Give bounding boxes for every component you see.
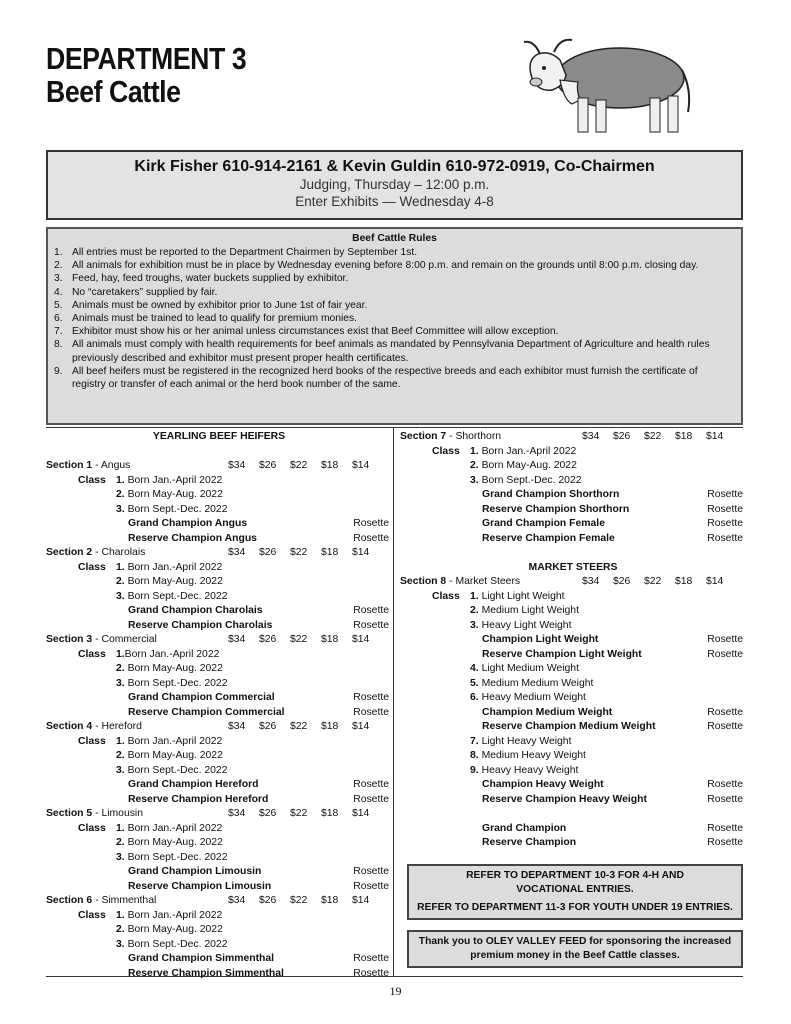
class-row: 3. Born Sept.-Dec. 2022 <box>116 677 228 689</box>
class-row: 2. Medium Light Weight <box>470 605 579 616</box>
class-label: Class <box>432 445 460 457</box>
class-label: Class <box>78 735 106 747</box>
rule-number: 1. <box>54 247 63 258</box>
class-text: Light Light Weight <box>481 590 565 602</box>
section-name: Angus <box>100 460 131 471</box>
award-name: Grand Champion Hereford <box>128 779 259 790</box>
rule-text: Exhibitor must show his or her animal unless circumstances exist that Beef Committee will allow exception. <box>72 326 559 338</box>
class-row: 2. Born May-Aug. 2022 <box>116 663 223 674</box>
award-prize: Rosette <box>353 532 389 544</box>
award-name: Champion Heavy Weight <box>482 779 604 790</box>
rule-number: 3. <box>54 273 63 285</box>
class-row: Class 1.Born Jan.-April 2022 <box>46 648 392 663</box>
class-label: Class <box>78 909 106 921</box>
award-prize: Rosette <box>707 793 743 805</box>
section-name: Charolais <box>101 547 146 558</box>
award-name: Reserve Champion Commercial <box>128 706 285 718</box>
section-row: Section 6 - Simmenthal $34 $26 $22 $18 $14 <box>46 894 392 909</box>
section-label: Section 6 <box>46 895 93 906</box>
class-row: 3. Born Sept.-Dec. 2022 <box>470 474 582 486</box>
class-label: Class <box>432 590 460 602</box>
class-text: Born Jan.-April 2022 <box>127 735 223 747</box>
rule-number: 4. <box>54 286 63 298</box>
award-name: Reserve Champion Charolais <box>128 619 273 631</box>
class-row: 4. Light Medium Weight <box>470 663 579 674</box>
rule-number: 2. <box>54 260 63 272</box>
award-row <box>400 706 746 721</box>
class-text: Born Sept.-Dec. 2022 <box>481 474 582 486</box>
class-row: Class 1. Born Jan.-April 2022 <box>46 735 392 750</box>
section-label: Section 8 <box>400 576 447 587</box>
column-divider <box>393 428 394 976</box>
award-row <box>46 604 392 619</box>
rule-text: No “caretakers” supplied by fair. <box>72 286 218 298</box>
award-prize: Rosette <box>707 518 743 529</box>
section-label: Section 5 <box>46 808 93 819</box>
section-name: Commercial <box>101 634 157 645</box>
section-label: Section 4 <box>46 721 93 732</box>
class-label: Class <box>78 648 106 660</box>
award-row <box>46 952 392 967</box>
award-prize: Rosette <box>353 605 389 616</box>
award-name: Reserve Champion Simmenthal <box>128 967 284 979</box>
award-name: Reserve Champion Heavy Weight <box>482 793 647 805</box>
award-name: Reserve Champion Medium Weight <box>482 721 656 732</box>
premium-prices: $34 $26 $22 $18 $14 <box>228 547 370 558</box>
section-row: Section 4 - Hereford $34 $26 $22 $18 $14 <box>46 720 392 735</box>
rule-number: 6. <box>54 313 63 325</box>
sponsor-line-1: Thank you to OLEY VALLEY FEED for sponsoring the increased <box>418 936 732 947</box>
class-row: 2. Born May-Aug. 2022 <box>470 460 577 471</box>
class-text: Heavy Light Weight <box>481 619 572 631</box>
rule-number: 9. <box>54 365 63 377</box>
award-prize: Rosette <box>707 706 743 718</box>
class-row: 2. Born May-Aug. 2022 <box>116 576 223 587</box>
award-prize: Rosette <box>353 692 389 703</box>
award-prize: Rosette <box>353 967 389 979</box>
rule-text: Feed, hay, feed troughs, water buckets supplied by exhibitor. <box>72 273 349 285</box>
premium-prices: $34 $26 $22 $18 $14 <box>582 431 724 442</box>
class-row: 7. Light Heavy Weight <box>470 735 572 747</box>
page-number: 19 <box>389 984 402 998</box>
section-name: Shorthorn <box>455 431 502 442</box>
award-prize: Rosette <box>353 866 389 877</box>
class-row: 3. Born Sept.-Dec. 2022 <box>116 851 228 863</box>
award-prize: Rosette <box>353 706 389 718</box>
award-prize: Rosette <box>707 503 743 515</box>
section-row: Section 1 - Angus $34 $26 $22 $18 $14 <box>46 459 392 474</box>
award-prize: Rosette <box>353 953 389 964</box>
award-row <box>46 691 392 706</box>
award-prize: Rosette <box>353 518 389 529</box>
award-prize: Rosette <box>707 634 743 645</box>
award-row <box>400 720 746 735</box>
rule-number: 8. <box>54 339 63 351</box>
refer-box <box>407 864 743 920</box>
steers-heading: MARKET STEERS <box>528 561 618 573</box>
judging-time: Judging, Thursday – 12:00 p.m. <box>299 177 490 192</box>
class-row: 2. Born May-Aug. 2022 <box>116 924 223 935</box>
class-row: 2. Born May-Aug. 2022 <box>116 750 223 761</box>
premium-prices: $34 $26 $22 $18 $14 <box>228 808 370 819</box>
class-text: Born May-Aug. 2022 <box>127 489 223 500</box>
award-name: Grand Champion Limousin <box>128 866 262 877</box>
section-row: Section 5 - Limousin $34 $26 $22 $18 $14 <box>46 807 392 822</box>
class-row: 9. Heavy Heavy Weight <box>470 764 579 776</box>
award-name: Grand Champion Simmenthal <box>128 953 275 964</box>
class-text: Light Heavy Weight <box>481 735 572 747</box>
class-label: Class <box>78 561 106 573</box>
class-text: Medium Light Weight <box>481 605 579 616</box>
award-row <box>400 532 746 547</box>
award-row <box>400 836 746 851</box>
award-name: Grand Champion Angus <box>128 518 248 529</box>
award-name: Reserve Champion Limousin <box>128 880 272 892</box>
class-row: 3. Born Sept.-Dec. 2022 <box>116 590 228 602</box>
award-prize: Rosette <box>707 779 743 790</box>
rule-text: All entries must be reported to the Department Chairmen by September 1st. <box>72 247 418 258</box>
heifers-column <box>46 430 392 981</box>
rules-title: Beef Cattle Rules <box>352 233 437 244</box>
award-row <box>400 778 746 793</box>
award-name: Grand Champion Shorthorn <box>482 489 620 500</box>
class-text: Born Sept.-Dec. 2022 <box>127 851 228 863</box>
section-label: Section 3 <box>46 634 93 645</box>
award-name: Reserve Champion Hereford <box>128 793 269 805</box>
class-text: Born Jan.-April 2022 <box>127 561 223 573</box>
award-row <box>400 488 746 503</box>
section-row: Section 2 - Charolais $34 $26 $22 $18 $14 <box>46 546 392 561</box>
class-text: Born Jan.-April 2022 <box>124 648 220 660</box>
class-text: Born May-Aug. 2022 <box>127 750 223 761</box>
award-row <box>46 517 392 532</box>
class-row: 5. Medium Medium Weight <box>470 677 594 689</box>
title-line-1: DEPARTMENT 3 <box>46 41 247 76</box>
refer-line-2: VOCATIONAL ENTRIES. <box>516 884 634 895</box>
rule-item <box>54 325 731 338</box>
class-row: 3. Born Sept.-Dec. 2022 <box>116 503 228 515</box>
chairmen-box <box>46 150 743 220</box>
award-name: Reserve Champion Angus <box>128 532 257 544</box>
rule-text: Animals must be trained to lead to qualify for premium monies. <box>72 313 358 325</box>
award-row <box>400 822 746 837</box>
section-row: Section 8 - Market Steers $34 $26 $22 $18 $14 <box>400 575 746 590</box>
class-text: Medium Heavy Weight <box>481 750 586 761</box>
award-prize: Rosette <box>707 648 743 660</box>
rule-item <box>54 299 731 312</box>
sponsor-box <box>407 930 743 968</box>
class-text: Born Sept.-Dec. 2022 <box>127 590 228 602</box>
premium-prices: $34 $26 $22 $18 $14 <box>228 460 370 471</box>
award-name: Grand Champion Commercial <box>128 692 275 703</box>
rule-item <box>54 246 731 259</box>
award-row <box>400 517 746 532</box>
award-name: Grand Champion <box>482 822 567 834</box>
section-label: Section 2 <box>46 547 93 558</box>
award-prize: Rosette <box>353 793 389 805</box>
section-row: Section 7 - Shorthorn $34 $26 $22 $18 $14 <box>400 430 746 445</box>
class-text: Born Sept.-Dec. 2022 <box>127 503 228 515</box>
class-label: Class <box>78 822 106 834</box>
class-text: Heavy Medium Weight <box>481 692 586 703</box>
class-text: Born Jan.-April 2022 <box>127 822 223 834</box>
award-prize: Rosette <box>707 532 743 544</box>
rule-item <box>54 286 731 299</box>
section-label: Section 1 <box>46 460 93 471</box>
section-row: Section 3 - Commercial $34 $26 $22 $18 $14 <box>46 633 392 648</box>
award-prize: Rosette <box>353 619 389 631</box>
award-name: Champion Light Weight <box>482 634 599 645</box>
class-text: Heavy Heavy Weight <box>481 764 579 776</box>
sponsor-line-2: premium money in the Beef Cattle classes. <box>470 950 680 961</box>
rule-text: All animals must comply with health requirements for beef animals as mandated by Pennsylvania Department of Agriculture and health rules previously described and exhibitor must present proper health certificates. <box>72 339 710 364</box>
award-prize: Rosette <box>353 880 389 892</box>
class-row: Class 1. Born Jan.-April 2022 <box>46 561 392 576</box>
top-rule <box>46 427 743 428</box>
award-prize: Rosette <box>353 779 389 790</box>
award-row <box>46 967 392 982</box>
award-name: Grand Champion Charolais <box>128 605 263 616</box>
rules-box <box>46 227 743 425</box>
class-row: 2. Born May-Aug. 2022 <box>116 837 223 848</box>
premium-prices: $34 $26 $22 $18 $14 <box>582 576 724 587</box>
cow-illustration <box>520 20 700 140</box>
class-row: 8. Medium Heavy Weight <box>470 750 586 761</box>
section-name: Hereford <box>101 721 142 732</box>
rule-item <box>54 259 731 272</box>
class-text: Born May-Aug. 2022 <box>127 924 223 935</box>
rule-number: 7. <box>54 326 63 338</box>
class-text: Born Sept.-Dec. 2022 <box>127 764 228 776</box>
award-row <box>46 706 392 721</box>
title-line-2: Beef Cattle <box>46 74 181 109</box>
award-row <box>46 532 392 547</box>
class-text: Light Medium Weight <box>481 663 579 674</box>
award-prize: Rosette <box>707 489 743 500</box>
award-prize: Rosette <box>707 822 743 834</box>
class-row: Class 1. Born Jan.-April 2022 <box>400 445 746 460</box>
rule-text: All animals for exhibition must be in place by Wednesday evening before 8:00 p.m. and remain on the grounds until 8:00 p.m. closing day. <box>72 260 699 272</box>
rule-text: Animals must be owned by exhibitor prior to June 1st of fair year. <box>72 299 368 311</box>
award-prize: Rosette <box>707 837 743 848</box>
enter-exhibits-time: Enter Exhibits — Wednesday 4-8 <box>295 194 494 209</box>
award-name: Reserve Champion Female <box>482 532 615 544</box>
heifers-heading: YEARLING BEEF HEIFERS <box>152 431 286 442</box>
award-row <box>400 633 746 648</box>
class-text: Born May-Aug. 2022 <box>127 837 223 848</box>
award-name: Reserve Champion Shorthorn <box>482 503 630 515</box>
class-row: 6. Heavy Medium Weight <box>470 692 586 703</box>
section-name: Simmenthal <box>101 895 157 906</box>
award-row <box>400 648 746 663</box>
shorthorn-steers-column <box>400 430 746 851</box>
award-row <box>46 619 392 634</box>
award-prize: Rosette <box>707 721 743 732</box>
rule-item <box>54 365 731 391</box>
chairmen-line: Kirk Fisher 610-914-2161 & Kevin Guldin 610-972-0919, Co-Chairmen <box>134 158 655 175</box>
award-name: Reserve Champion Light Weight <box>482 648 642 660</box>
class-row: Class 1. Born Jan.-April 2022 <box>46 474 392 489</box>
refer-line-3: REFER TO DEPARTMENT 11-3 FOR YOUTH UNDER 19 ENTRIES. <box>417 902 733 913</box>
class-row: Class 1. Born Jan.-April 2022 <box>46 909 392 924</box>
class-row: Class 1. Born Jan.-April 2022 <box>46 822 392 837</box>
rule-item <box>54 338 731 364</box>
class-label: Class <box>78 474 106 486</box>
rule-item <box>54 272 731 285</box>
class-text: Born Jan.-April 2022 <box>127 474 223 486</box>
rule-text: All beef heifers must be registered in the recognized herd books of the respective breeds and each exhibitor must furnish the certificate of registry or transfer of each animal or the herd book number of the same. <box>72 365 698 391</box>
class-row: 3. Born Sept.-Dec. 2022 <box>116 938 228 950</box>
award-name: Champion Medium Weight <box>482 706 613 718</box>
rule-item <box>54 312 731 325</box>
class-row: Class 1. Light Light Weight <box>400 590 746 605</box>
award-row <box>46 778 392 793</box>
class-text: Born Jan.-April 2022 <box>127 909 223 921</box>
premium-prices: $34 $26 $22 $18 $14 <box>228 721 370 732</box>
award-name: Grand Champion Female <box>482 518 605 529</box>
rules-list <box>48 246 741 391</box>
refer-line-1: REFER TO DEPARTMENT 10-3 FOR 4-H AND <box>466 870 684 881</box>
class-text: Medium Medium Weight <box>481 677 594 689</box>
class-text: Born May-Aug. 2022 <box>481 460 577 471</box>
award-row <box>400 503 746 518</box>
section-name: Limousin <box>101 808 144 819</box>
award-row <box>400 793 746 808</box>
award-row <box>46 880 392 895</box>
class-text: Born May-Aug. 2022 <box>127 576 223 587</box>
premium-prices: $34 $26 $22 $18 $14 <box>228 895 370 906</box>
rule-number: 5. <box>54 299 63 311</box>
class-text: Born May-Aug. 2022 <box>127 663 223 674</box>
premium-prices: $34 $26 $22 $18 $14 <box>228 634 370 645</box>
class-row: 3. Born Sept.-Dec. 2022 <box>116 764 228 776</box>
award-row <box>46 793 392 808</box>
department-title <box>46 42 246 108</box>
award-row <box>46 865 392 880</box>
class-row: 3. Heavy Light Weight <box>470 619 572 631</box>
class-row: 2. Born May-Aug. 2022 <box>116 489 223 500</box>
class-text: Born Jan.-April 2022 <box>481 445 577 457</box>
section-name: Market Steers <box>455 576 521 587</box>
section-label: Section 7 <box>400 431 447 442</box>
award-name: Reserve Champion <box>482 837 577 848</box>
class-text: Born Sept.-Dec. 2022 <box>127 938 228 950</box>
class-text: Born Sept.-Dec. 2022 <box>127 677 228 689</box>
